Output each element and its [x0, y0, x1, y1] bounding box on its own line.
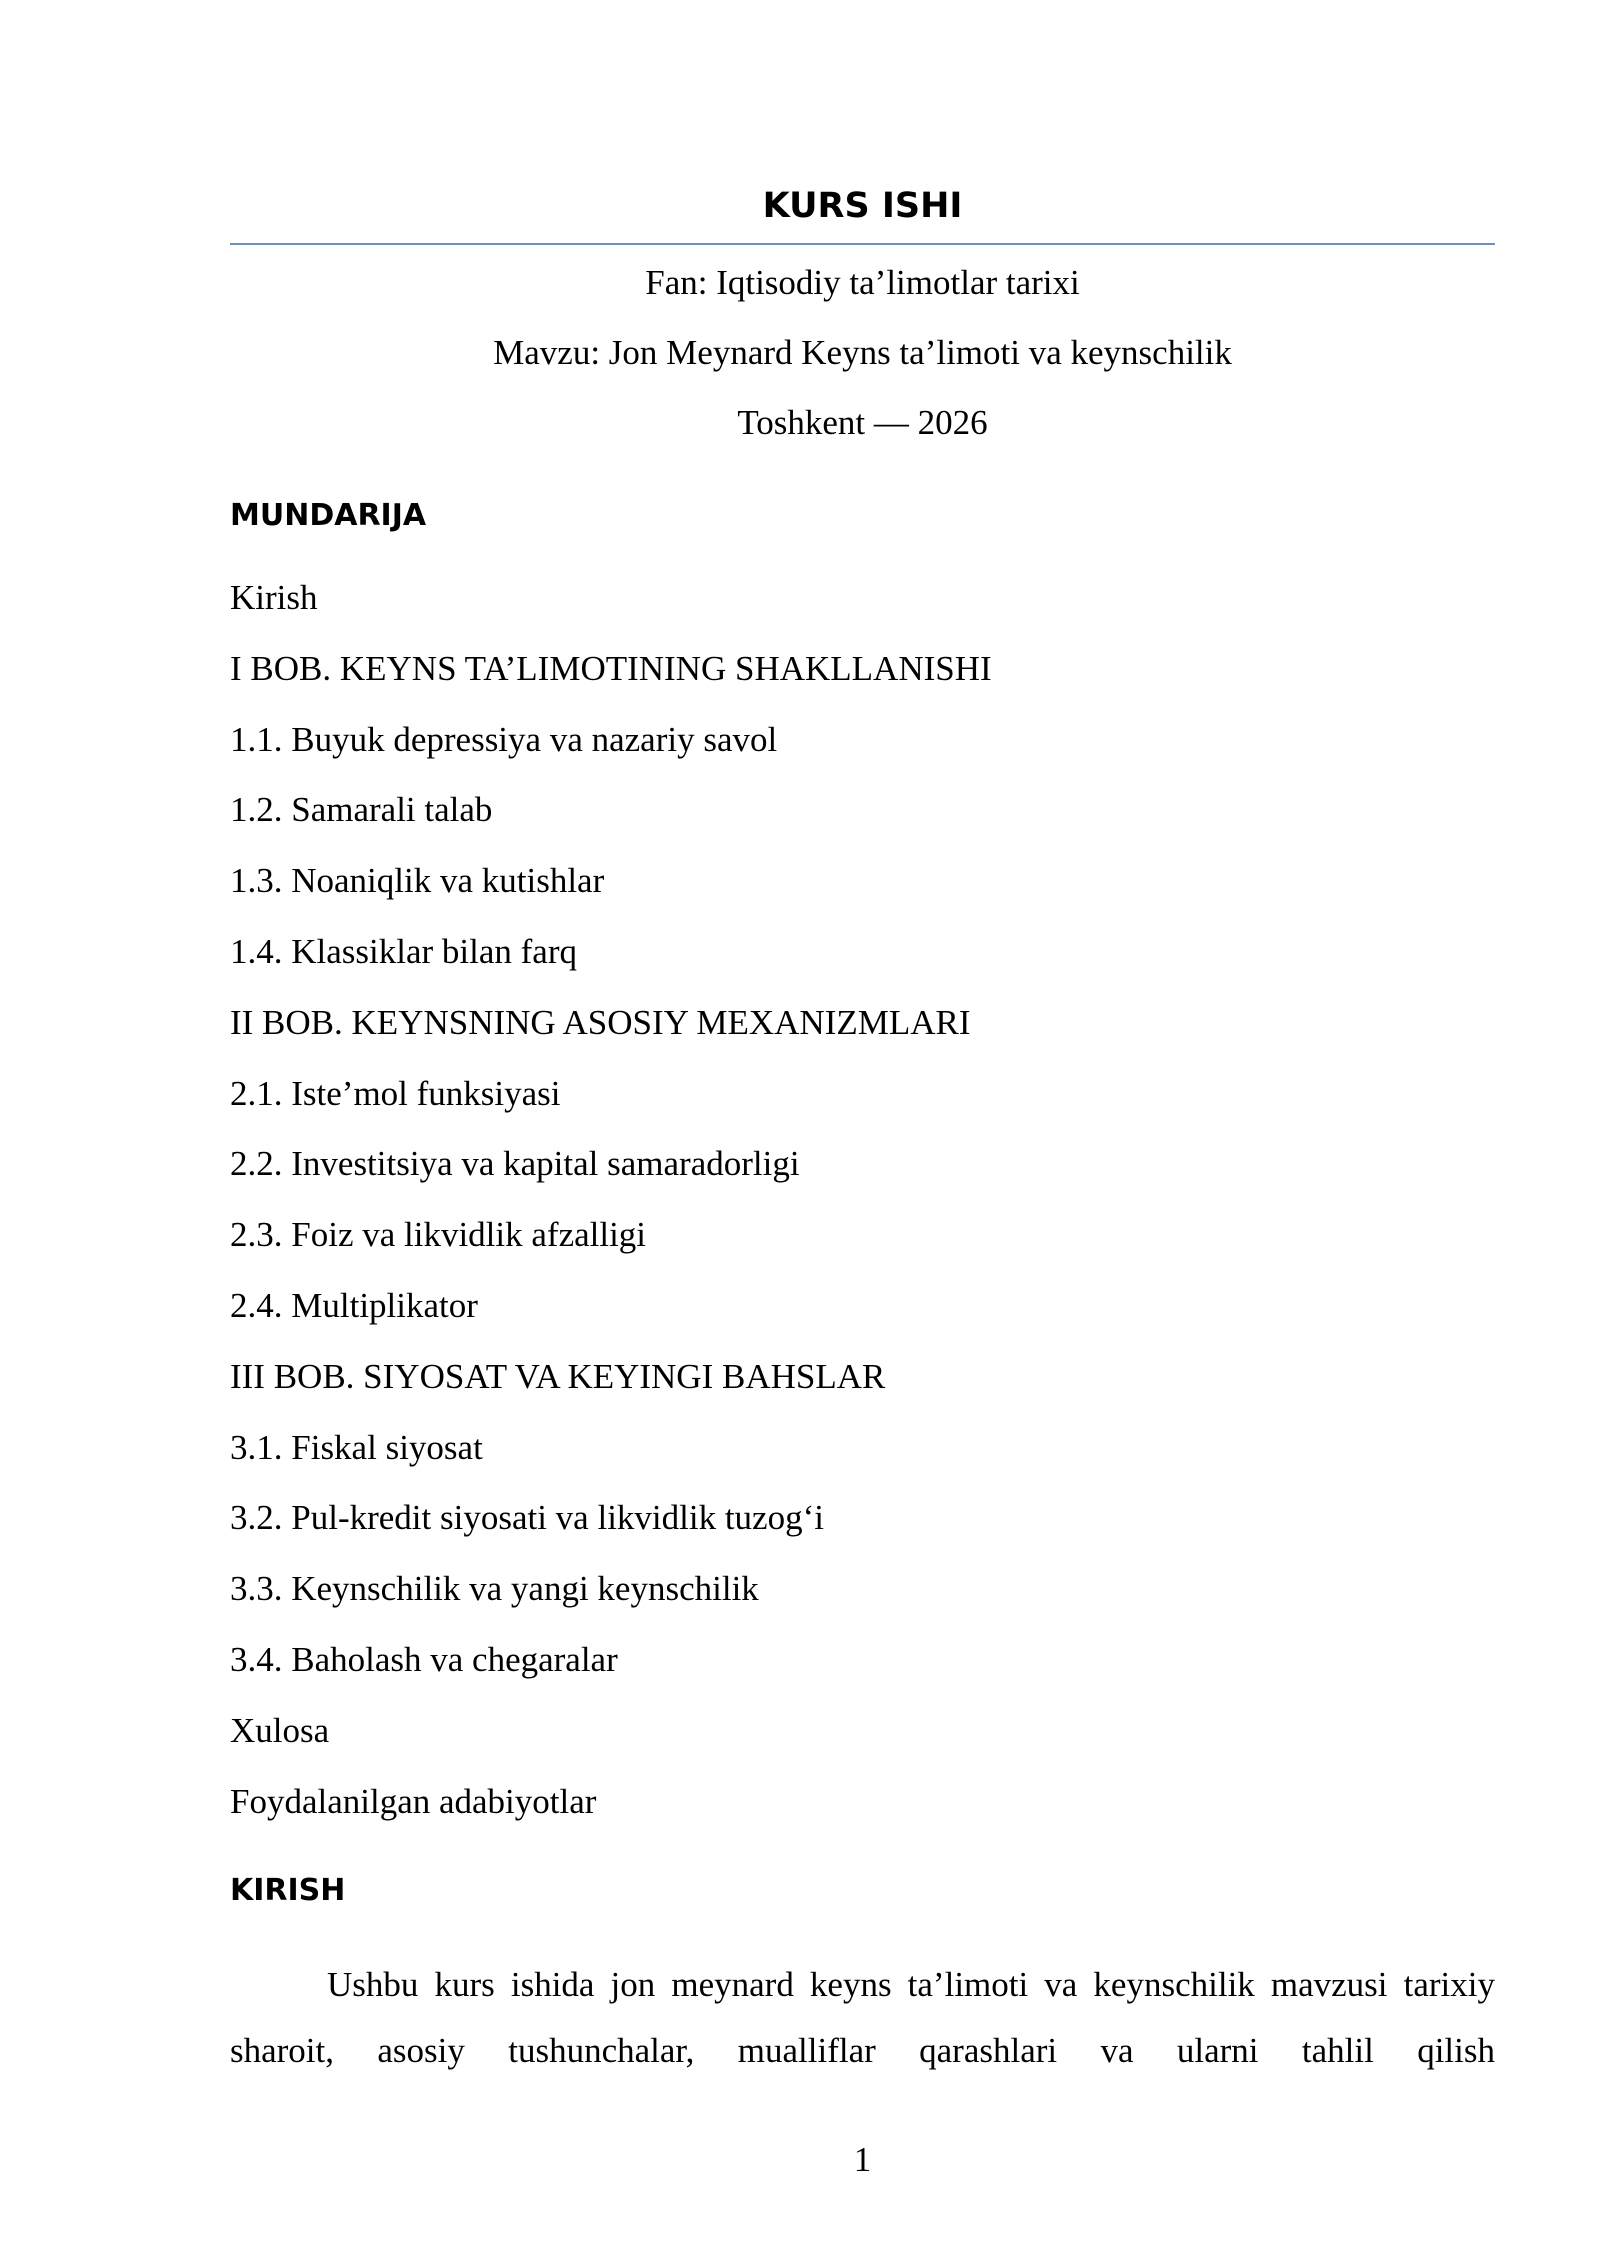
page-number: 1 — [853, 2140, 872, 2179]
toc-item: 1.4. Klassiklar bilan farq — [230, 931, 577, 971]
toc-item: II BOB. KEYNSNING ASOSIY MEXANIZMLARI — [230, 1002, 971, 1042]
toc-item: 3.2. Pul-kredit siyosati va likvidlik tuzog‘i — [230, 1498, 824, 1538]
toc-item: Xulosa — [230, 1710, 330, 1750]
toc-item: 3.4. Baholash va chegaralar — [230, 1639, 618, 1679]
toc-item: 1.2. Samarali talab — [230, 790, 493, 830]
toc-item: 2.3. Foiz va likvidlik afzalligi — [230, 1215, 647, 1255]
toc-item: 2.2. Investitsiya va kapital samaradorligi — [230, 1144, 800, 1184]
table-of-contents — [230, 573, 992, 1847]
document-title: KURS ISHI — [762, 186, 963, 226]
toc-item: 1.3. Noaniqlik va kutishlar — [230, 861, 605, 901]
toc-item: Foydalanilgan adabiyotlar — [230, 1781, 597, 1821]
title-divider — [230, 243, 1495, 245]
toc-item: 3.1. Fiskal siyosat — [230, 1427, 483, 1467]
contents-heading: MUNDARIJA — [230, 498, 427, 533]
toc-item: III BOB. SIYOSAT VA KEYINGI BAHSLAR — [230, 1356, 886, 1396]
topic-line: Mavzu: Jon Meynard Keyns ta’limoti va keynschilik — [493, 333, 1232, 372]
subject-line: Fan: Iqtisodiy ta’limotlar tarixi — [645, 263, 1080, 302]
toc-item: I BOB. KEYNS TA’LIMOTINING SHAKLLANISHI — [230, 648, 992, 688]
toc-item: Kirish — [230, 578, 318, 617]
toc-item: 3.3. Keynschilik va yangi keynschilik — [230, 1569, 759, 1609]
introduction-paragraph: Ushbu kurs ishida jon meynard keyns ta’limoti va keynschilik mavzusi tarixiy sharoit, asosiy tushunchalar, mualliflar qarashlari va ularni tahlil qilish — [230, 1965, 1495, 2070]
introduction-heading: KIRISH — [230, 1873, 346, 1908]
place-year-line: Toshkent — 2026 — [737, 403, 988, 442]
toc-item: 2.1. Iste’mol funksiyasi — [230, 1073, 561, 1113]
toc-item: 2.4. Multiplikator — [230, 1285, 478, 1325]
toc-item: 1.1. Buyuk depressiya va nazariy savol — [230, 719, 778, 759]
